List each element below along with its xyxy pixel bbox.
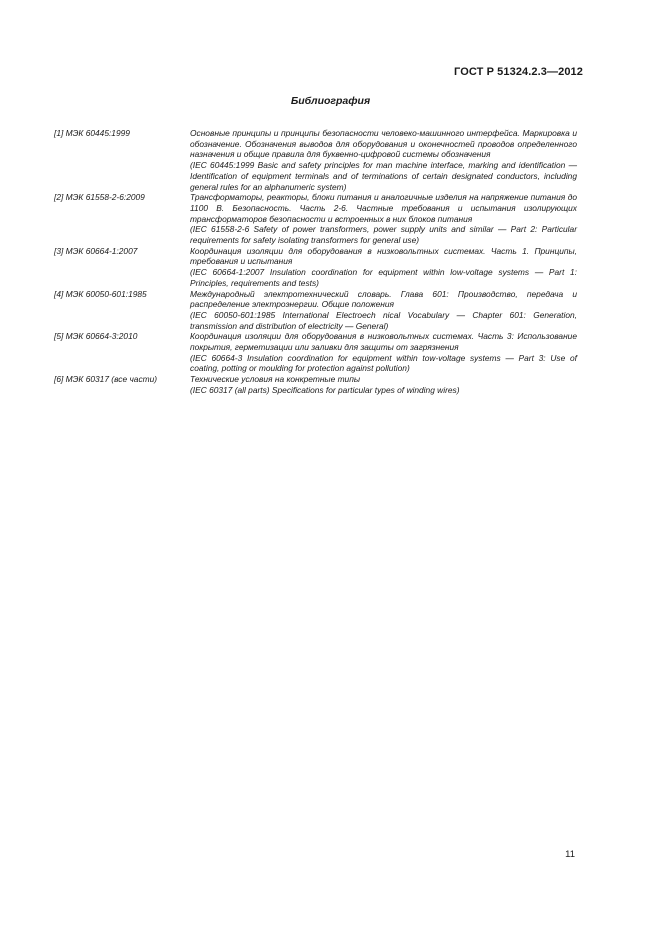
reference-body bbox=[190, 374, 577, 395]
reference-title-ru: Технические условия на конкретные типы bbox=[190, 374, 360, 385]
reference-id: [1] МЭК 60445:1999 bbox=[54, 128, 130, 138]
reference-title-en: (IEC 60664-3 Insulation coordination for equipment within tow-voltage systems — Part 3: Use of coating, potting or moulding for protection against pollution) bbox=[190, 352, 577, 374]
reference-title-ru: Международный электротехнический словарь. Глава 601: Производство, передача и распределение электроэнергии. Общие положения bbox=[190, 288, 577, 310]
reference-body bbox=[190, 289, 577, 332]
reference-body bbox=[190, 246, 577, 289]
reference-title-en: (IEC 60317 (all parts) Specifications for particular types of winding wires) bbox=[190, 384, 460, 395]
reference-id: [6] МЭК 60317 (все части) bbox=[54, 374, 158, 385]
reference-title-en: (IEC 60445:1999 Basic and safety principles for man machine interface, marking and identification — Identification of equipment terminals and of terminations of certain designated conductors, including general rules for an alphanumeric system) bbox=[190, 160, 577, 192]
bibliography-entry bbox=[54, 289, 577, 332]
standard-number: ГОСТ Р 51324.2.3—2012 bbox=[454, 66, 583, 78]
reference-title-en: (IEC 60050-601:1985 International Electroech nical Vocabulary — Chapter 601: Generation, transmission and distribution of electricity — General) bbox=[190, 309, 577, 331]
reference-title-ru: Основные принципы и принципы безопасности человеко-машинного интерфейса. Маркировка и обозначение. Обозначения выводов для оборудования и оконечностей проводов определенного назначения и общие правила для буквенно-цифровой системы обозначения bbox=[190, 128, 577, 160]
reference-id: [3] МЭК 60664-1:2007 bbox=[54, 245, 138, 256]
bibliography-entry bbox=[54, 246, 577, 289]
reference-title-en: (IEC 60664-1:2007 Insulation coordination for equipment within low-voltage systems — Part 1: Principles, requirements and tests) bbox=[190, 267, 577, 288]
bibliography-list bbox=[54, 128, 577, 396]
reference-body bbox=[190, 128, 577, 192]
reference-id: [2] МЭК 61558-2-6:2009 bbox=[54, 192, 145, 203]
reference-title-ru: Трансформаторы, реакторы, блоки питания и аналогичные изделия на напряжение питания до 1100 В. Безопасность. Часть 2-6. Частные требования и испытания изолирующих трансформаторов безопасности и встроенных в них блоков питания bbox=[190, 192, 577, 224]
reference-id: [5] МЭК 60664-3:2010 bbox=[54, 331, 138, 342]
reference-title-en: (IEC 61558-2-6 Safety of power transformers, power supply units and similar — Part 2: Particular requirements for safety isolating transformers for general use) bbox=[190, 224, 577, 246]
bibliography-entry bbox=[54, 128, 577, 192]
bibliography-entry bbox=[54, 331, 577, 374]
page-number: 11 bbox=[565, 849, 575, 860]
page-title: Библиография bbox=[290, 95, 371, 107]
reference-title-ru: Координация изоляции для оборудования в низковольтных системах. Часть 3: Использование покрытия, герметизации или заливки для защиты от загрязнения bbox=[190, 331, 577, 353]
reference-body bbox=[190, 192, 577, 246]
reference-title-ru: Координация изоляции для оборудования в низковольтных системах. Часть 1. Принципы, требования и испытания bbox=[190, 245, 577, 267]
bibliography-entry bbox=[54, 374, 577, 395]
reference-body bbox=[190, 331, 577, 374]
reference-id: [4] МЭК 60050-601:1985 bbox=[54, 288, 147, 299]
bibliography-entry bbox=[54, 192, 577, 246]
